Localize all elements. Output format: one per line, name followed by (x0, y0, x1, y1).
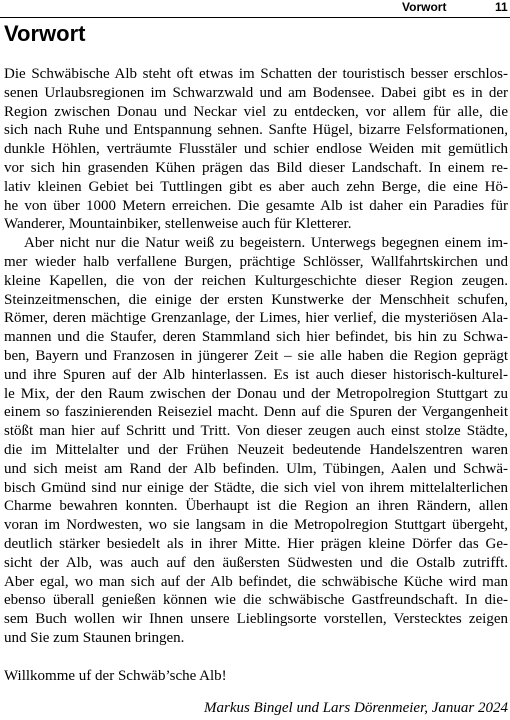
text-line: die im Mittelalter und der Frühen Neuzeit bedeutende Handelszentren waren (4, 441, 508, 458)
body-text (4, 65, 508, 685)
running-header-section: Vorwort (402, 0, 447, 14)
text-line: Aber egal, wo man sich auf der Alb befindet, die schwäbische Küche wird man (4, 573, 508, 590)
text-line: einem so faszinierenden Reiseziel macht. Denn auf die Spuren der Vergangenheit (4, 404, 508, 421)
text-line: Steinzeitmenschen, die einige der ersten Kunstwerke der Menschheit schufen, (4, 291, 508, 308)
text-line: Wanderer, Mountainbiker, stellenweise auch für Kletterer. (4, 216, 352, 233)
text-line: sem Buch wollen wir Ihnen unsere Lieblingsorte vorstellen, Verstecktes zeigen (4, 611, 508, 628)
text-line: Charme bewahren konnten. Überhaupt ist die Region an ihren Rändern, allen (4, 498, 508, 515)
closing-line: Willkomme uf der Schwäb’sche Alb! (4, 667, 227, 684)
text-line: bisch Gmünd sind nur einige der Städte, die sich viel von ihrem mittelalterlichen (4, 479, 508, 496)
text-line: senen Urlaubsregionen im Schwarzwald und am Bodensee. Dabei gibt es in der (4, 84, 508, 101)
page-number: 11 (495, 0, 508, 14)
text-line: Aber nicht nur die Natur weiß zu begeistern. Unterwegs begegnen einem im- (24, 235, 508, 252)
text-line: Die Schwäbische Alb steht oft etwas im Schatten der touristisch besser erschlos- (4, 66, 508, 82)
text-line: mannen und die Staufer, deren Stammland sich hier befindet, bis hin zu Schwa- (4, 329, 508, 346)
text-line: mer wieder halb verfallene Burgen, prächtige Schlösser, Wallfahrtskirchen und (4, 253, 508, 270)
text-line: lativ kleinen Gebiet bei Tuttlingen gibt es aber auch zehn Berge, die eine Hö- (4, 178, 508, 195)
paragraph-intro (4, 65, 508, 234)
text-line: deutlich stärker besiedelt als in ihrer Mitte. Hier prägen kleine Dörfer das Ge- (4, 535, 508, 552)
chapter-title: Vorwort (4, 21, 86, 46)
paragraph-gap (4, 648, 508, 667)
text-line: kleine Kapellen, die von der reichen Kulturgeschichte dieser Region zeugen. (4, 272, 508, 289)
text-line: he von über 1000 Metern erreichen. Die gesamte Alb ist daher ein Paradies für (4, 197, 508, 214)
text-line: ben, Bayern und Franzosen in jüngerer Zeit – sie alle haben die Region geprägt (4, 347, 508, 364)
text-line: und sich meist am Rand der Alb befinden. Ulm, Tübingen, Aalen und Schwä- (4, 460, 508, 477)
text-line: Römer, deren mächtige Grenzanlage, der Limes, hier verlief, die mysteriösen Ala- (4, 310, 508, 327)
text-line: sicht der Alb, was auch auf den äußersten Südwesten und die Ostalb zutrifft. (4, 554, 508, 571)
text-line: sich nach Ruhe und Entspannung sehnen. Sanfte Hügel, bizarre Felsformationen, (4, 122, 508, 139)
text-line: stößt man hier auf Schritt und Tritt. Von dieser zeugen auch einst stolze Städte, (4, 423, 508, 440)
text-line: und ihre Spuren auf der Alb hinterlassen. Es ist auch dieser historisch-kulturel- (4, 366, 508, 383)
text-line: vor sich hin grasenden Kühen prägen das Bild dieser Landschaft. In einem re- (4, 159, 508, 176)
running-header (0, 0, 510, 18)
paragraph-culture (4, 234, 508, 648)
author-signature: Markus Bingel und Lars Dörenmeier, Januar 2024 (203, 700, 508, 716)
text-line: dunkle Höhlen, verträumte Flusstäler und schier endlose Weiden mit gemütlich (4, 141, 508, 158)
text-line: le Mix, der den Raum zwischen der Donau und der Metropolregion Stuttgart zu (4, 385, 508, 402)
text-line: Region zwischen Donau und Neckar viel zu entdecken, vor allem für alle, die (4, 103, 508, 120)
text-line: und Sie zum Staunen bringen. (4, 629, 185, 646)
text-line: voran im Nordwesten, wo sie langsam in die Metropolregion Stuttgart übergeht, (4, 517, 508, 534)
text-line: ebenso überall genießen können wie die schwäbische Gastfreundschaft. In die- (4, 592, 508, 609)
